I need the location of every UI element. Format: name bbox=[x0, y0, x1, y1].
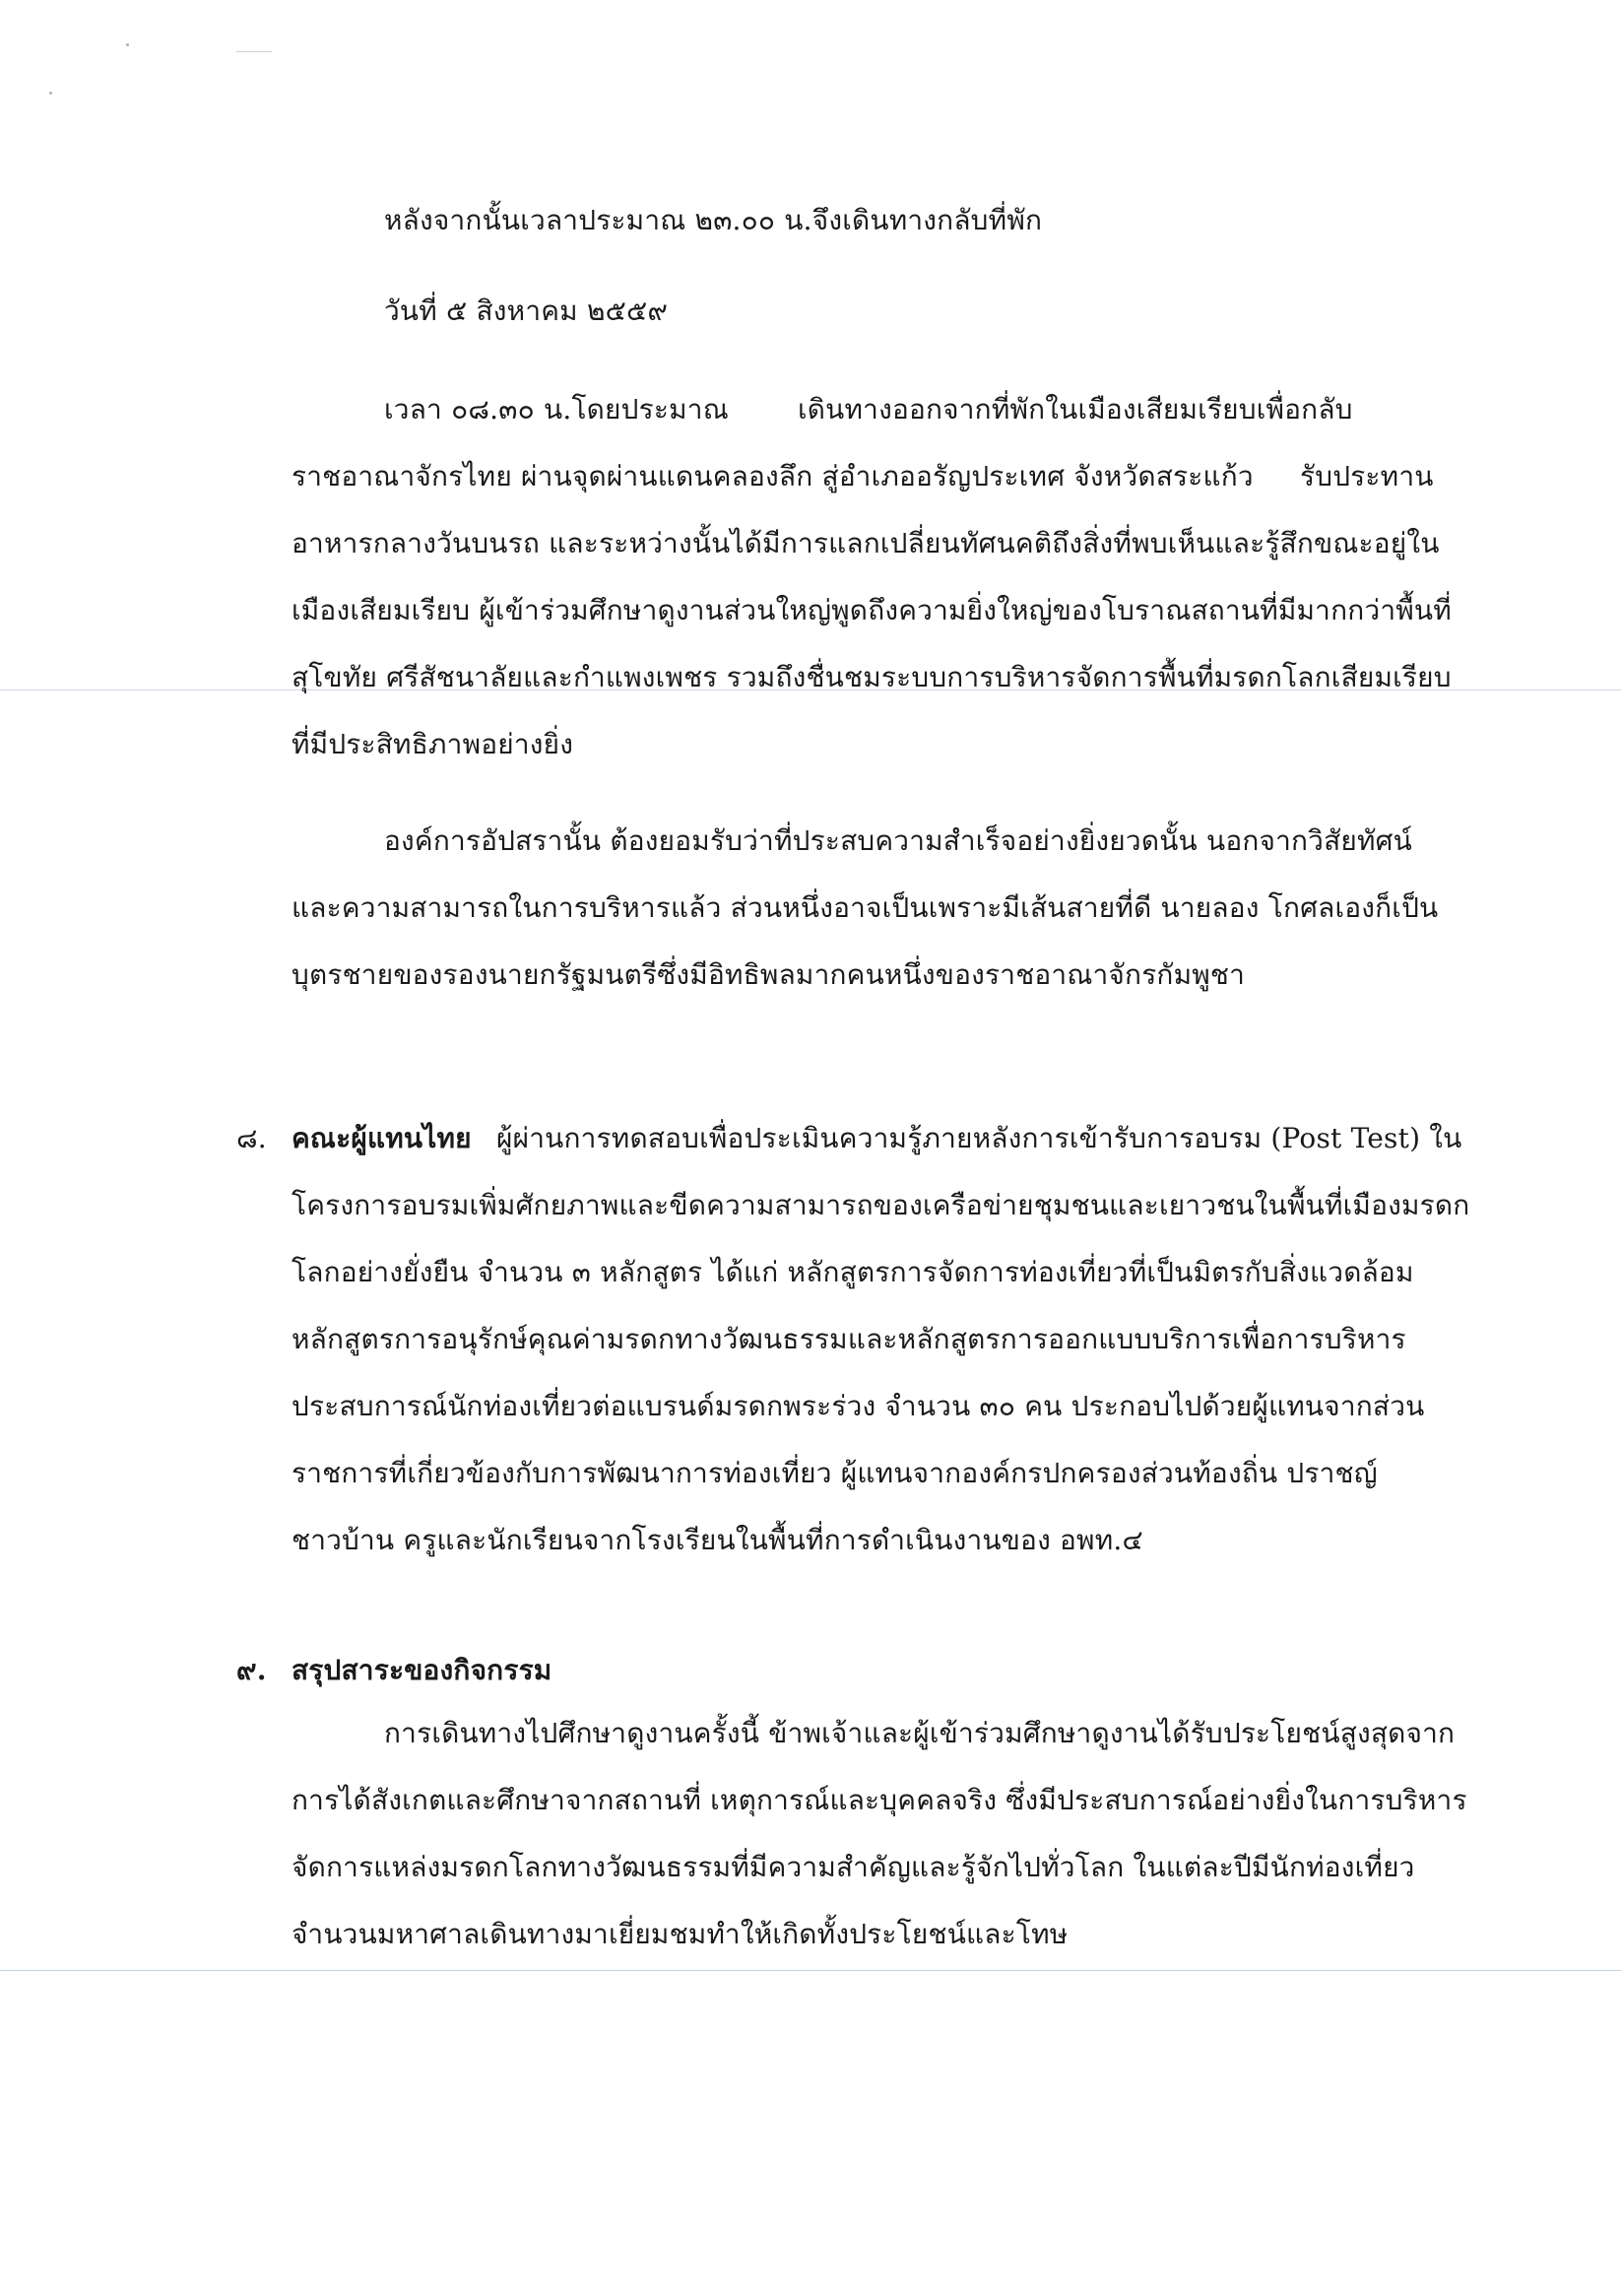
section-8-line-1: ผู้ผ่านการทดสอบเพื่อประเมินความรู้ภายหลังการเข้ารับการอบรม (Post Test) ใน bbox=[496, 1122, 1462, 1154]
section-8-heading: คณะผู้แทนไทย bbox=[292, 1122, 472, 1154]
section-8-number: ๘. bbox=[236, 1122, 267, 1154]
scan-mark bbox=[236, 51, 272, 52]
paragraph-return: หลังจากนั้นเวลาประมาณ ๒๓.๐๐ น.จึงเดินทางกลับที่พัก bbox=[384, 204, 1043, 236]
apsara-line-1: องค์การอัปสรานั้น ต้องยอมรับว่าที่ประสบความสำเร็จอย่างยิ่งยวดนั้น นอกจากวิสัยทัศน์ bbox=[384, 824, 1412, 857]
scan-line bbox=[0, 1970, 1621, 1971]
section-8-line-5: ประสบการณ์นักท่องเที่ยวต่อแบรนด์มรดกพระร่วง จำนวน ๓๐ คน ประกอบไปด้วยผู้แทนจากส่วน bbox=[292, 1390, 1425, 1422]
section-9-heading: สรุปสาระของกิจกรรม bbox=[292, 1654, 552, 1686]
apsara-line-2: และความสามารถในการบริหารแล้ว ส่วนหนึ่งอาจเป็นเพราะมีเส้นสายที่ดี นายลอง โกศลเองก็เป็น bbox=[292, 891, 1439, 924]
travel-line-6: ที่มีประสิทธิภาพอย่างยิ่ง bbox=[292, 728, 574, 760]
travel-line-2b: รับประทาน bbox=[1300, 460, 1434, 492]
date-line: วันที่ ๕ สิงหาคม ๒๕๕๙ bbox=[384, 295, 669, 327]
apsara-line-3: บุตรชายของรองนายกรัฐมนตรีซึ่งมีอิทธิพลมากคนหนึ่งของราชอาณาจักรกัมพูชา bbox=[292, 958, 1246, 991]
section-8-line-3: โลกอย่างยั่งยืน จำนวน ๓ หลักสูตร ได้แก่ หลักสูตรการจัดการท่องเที่ยวที่เป็นมิตรกับสิ่งแวดล้อม bbox=[292, 1256, 1414, 1288]
section-8-line-6: ราชการที่เกี่ยวข้องกับการพัฒนาการท่องเที่ยว ผู้แทนจากองค์กรปกครองส่วนท้องถิ่น ปราชญ์ bbox=[292, 1457, 1378, 1489]
section-9-line-2: การได้สังเกตและศึกษาจากสถานที่ เหตุการณ์และบุคคลจริง ซึ่งมีประสบการณ์อย่างยิ่งในการบริหาร bbox=[292, 1784, 1467, 1816]
section-9-line-1: การเดินทางไปศึกษาดูงานครั้งนี้ ข้าพเจ้าและผู้เข้าร่วมศึกษาดูงานได้รับประโยชน์สูงสุดจาก bbox=[384, 1717, 1456, 1749]
travel-line-1: เดินทางออกจากที่พักในเมืองเสียมเรียบเพื่อกลับ bbox=[798, 393, 1353, 426]
section-8-line-2: โครงการอบรมเพิ่มศักยภาพและขีดความสามารถของเครือข่ายชุมชนและเยาวชนในพื้นที่เมืองมรดก bbox=[292, 1189, 1470, 1221]
section-9-number: ๙. bbox=[236, 1654, 267, 1686]
section-9-line-4: จำนวนมหาศาลเดินทางมาเยี่ยมชมทำให้เกิดทั้งประโยชน์และโทษ bbox=[292, 1918, 1069, 1950]
travel-line-3: อาหารกลางวันบนรถ และระหว่างนั้นได้มีการแลกเปลี่ยนทัศนคติถึงสิ่งที่พบเห็นและรู้สึกขณะอยู่ใน bbox=[292, 527, 1440, 559]
travel-line-2: ราชอาณาจักรไทย ผ่านจุดผ่านแดนคลองลึก สู่อำเภออรัญประเทศ จังหวัดสระแก้ว bbox=[292, 460, 1254, 492]
section-8-line-4: หลักสูตรการอนุรักษ์คุณค่ามรดกทางวัฒนธรรมและหลักสูตรการออกแบบบริการเพื่อการบริหาร bbox=[292, 1323, 1406, 1355]
travel-time: เวลา ๐๘.๓๐ น.โดยประมาณ bbox=[384, 393, 729, 426]
section-9-line-3: จัดการแหล่งมรดกโลกทางวัฒนธรรมที่มีความสำคัญและรู้จักไปทั่วโลก ในแต่ละปีมีนักท่องเที่ยว bbox=[292, 1851, 1415, 1883]
scan-speck bbox=[49, 92, 52, 95]
section-8-line-7: ชาวบ้าน ครูและนักเรียนจากโรงเรียนในพื้นที่การดำเนินงานของ อพท.๔ bbox=[292, 1524, 1143, 1556]
travel-line-4: เมืองเสียมเรียบ ผู้เข้าร่วมศึกษาดูงานส่วนใหญ่พูดถึงความยิ่งใหญ่ของโบราณสถานที่มีมากกว่าพื้นที่ bbox=[292, 594, 1452, 626]
travel-line-5: สุโขทัย ศรีสัชนาลัยและกำแพงเพชร รวมถึงชื่นชมระบบการบริหารจัดการพื้นที่มรดกโลกเสียมเรียบ bbox=[292, 661, 1452, 693]
scan-speck bbox=[126, 43, 129, 46]
